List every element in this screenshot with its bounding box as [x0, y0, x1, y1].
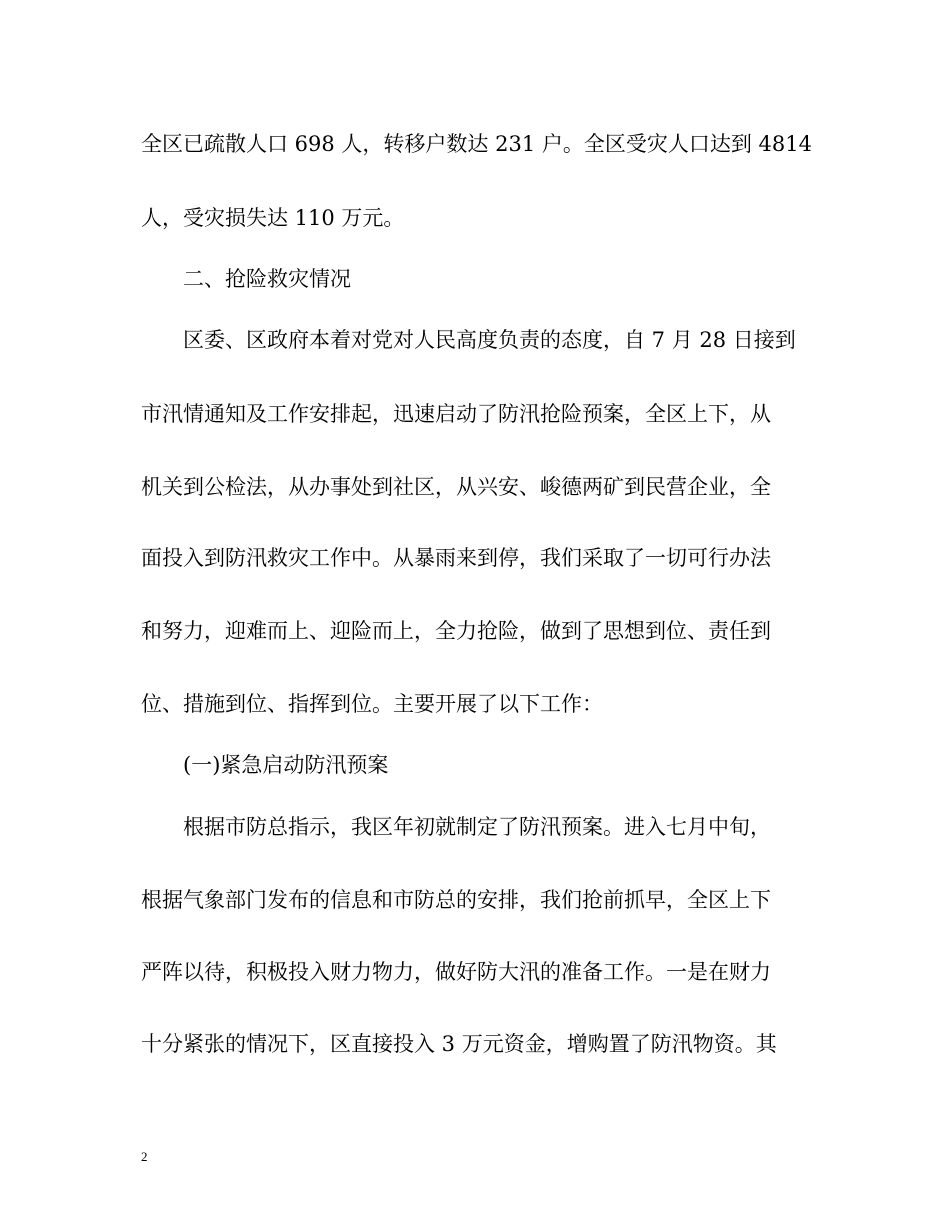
text-line-7: 面投入到防汛救灾工作中。从暴雨来到停，我们采取了一切可行办法: [141, 546, 771, 570]
subsection-heading: (一)紧急启动防汛预案: [183, 753, 389, 777]
text-line-11: 根据市防总指示，我区年初就制定了防汛预案。进入七月中旬，: [183, 815, 771, 839]
section-heading: 二、抢险救灾情况: [183, 267, 351, 291]
text-line-14: 十分紧张的情况下，区直接投入 3 万元资金，增购置了防汛物资。其: [141, 1032, 777, 1056]
text-line-1: 全区已疏散人口 698 人，转移户数达 231 户。全区受灾人口达到 4814: [141, 132, 812, 156]
text-line-4: 区委、区政府本着对党对人民高度负责的态度，自 7 月 28 日接到: [183, 328, 796, 352]
page-number: 2: [141, 1149, 148, 1164]
text-line-12: 根据气象部门发布的信息和市防总的安排，我们抢前抓早，全区上下: [141, 888, 771, 912]
text-line-9: 位、措施到位、指挥到位。主要开展了以下工作：: [141, 692, 603, 716]
text-line-2: 人，受灾损失达 110 万元。: [141, 206, 405, 230]
text-line-5: 市汛情通知及工作安排起，迅速启动了防汛抢险预案，全区上下，从: [141, 402, 771, 426]
text-line-13: 严阵以待，积极投入财力物力，做好防大汛的准备工作。一是在财力: [141, 960, 771, 984]
text-line-6: 机关到公检法，从办事处到社区，从兴安、峻德两矿到民营企业，全: [141, 475, 771, 499]
text-line-8: 和努力，迎难而上、迎险而上，全力抢险，做到了思想到位、责任到: [141, 619, 771, 643]
